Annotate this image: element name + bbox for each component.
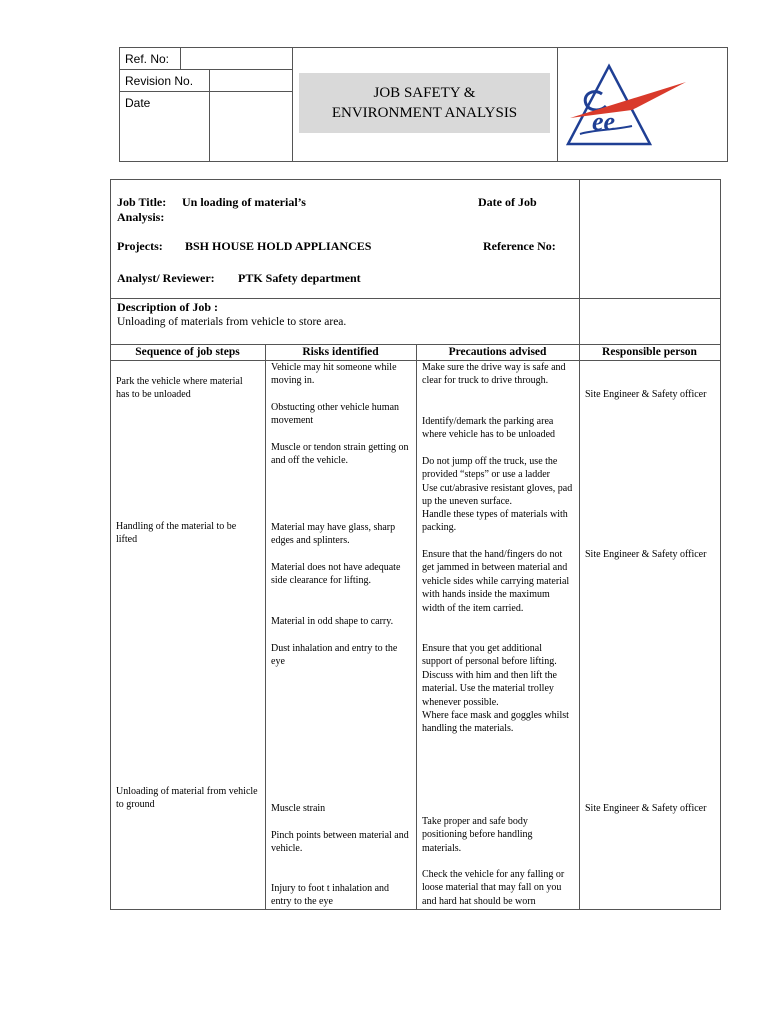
responsible-2: Site Engineer & Safety officer xyxy=(585,549,707,560)
risk-4: Material may have glass, sharp edges and splinters. xyxy=(271,522,396,547)
precaution-5: Handle these types of materials with packing. xyxy=(422,509,568,534)
reference-no-label: Reference No: xyxy=(483,239,556,253)
svg-text:ee: ee xyxy=(592,107,616,136)
analysis-label: Analysis: xyxy=(117,210,165,224)
precaution-6: Ensure that the hand/fingers do not get jammed in between material and vehicle sides while carrying material with hands inside the maximum width of the item carried. xyxy=(422,549,570,614)
step-3: Unloading of material from vehicle to ground xyxy=(116,786,258,811)
ref-no-label: Ref. No: xyxy=(125,52,170,66)
precaution-2: Identify/demark the parking area where vehicle has to be unloaded xyxy=(422,416,556,441)
precaution-3: Do not jump off the truck, use the provided “steps” or use a ladder xyxy=(422,456,558,481)
step-2: Handling of the material to be lifted xyxy=(116,521,237,546)
precaution-1: Make sure the drive way is safe and clear for truck to drive through. xyxy=(422,362,566,387)
description-label: Description of Job : xyxy=(117,300,218,314)
header-sequence: Sequence of job steps xyxy=(135,346,240,358)
company-logo-icon xyxy=(562,60,692,152)
precaution-8: Where face mask and goggles whilst handling the materials. xyxy=(422,710,569,735)
precaution-7: Ensure that you get additional support of personal before lifting. Discuss with him and then lift the material. Use the material trolley whenever possible. xyxy=(422,643,557,708)
projects-label: Projects: xyxy=(117,239,163,253)
responsible-3: Site Engineer & Safety officer xyxy=(585,803,707,814)
responsible-1: Site Engineer & Safety officer xyxy=(585,389,707,400)
risk-6: Material in odd shape to carry. xyxy=(271,616,394,627)
risk-8: Muscle strain xyxy=(271,803,326,814)
job-title-value: Un loading of material’s xyxy=(182,195,306,209)
precaution-4: Use cut/abrasive resistant gloves, pad up the uneven surface. xyxy=(422,483,573,508)
analyst-value: PTK Safety department xyxy=(238,271,361,285)
header-responsible: Responsible person xyxy=(602,346,697,358)
risk-2: Obstucting other vehicle human movement xyxy=(271,402,400,427)
document-title xyxy=(299,73,550,133)
risk-1: Vehicle may hit someone while moving in. xyxy=(271,362,397,387)
risk-5: Material does not have adequate side clearance for lifting. xyxy=(271,562,401,587)
step-1: Park the vehicle where material has to be unloaded xyxy=(116,376,243,401)
analyst-label: Analyst/ Reviewer: xyxy=(117,271,215,285)
description-value: Unloading of materials from vehicle to store area. xyxy=(117,316,347,328)
risk-9: Pinch points between material and vehicle. xyxy=(271,830,409,855)
title-line-1: JOB SAFETY & xyxy=(373,85,476,101)
date-label: Date xyxy=(125,96,151,110)
date-of-job-label: Date of Job xyxy=(478,195,537,209)
header-risks: Risks identified xyxy=(302,346,379,358)
title-line-2: ENVIRONMENT ANALYSIS xyxy=(331,105,518,121)
risk-3: Muscle or tendon strain getting on and off the vehicle. xyxy=(271,442,409,467)
risk-7: Dust inhalation and entry to the eye xyxy=(271,643,398,668)
header-precautions: Precautions advised xyxy=(448,346,547,358)
precaution-9: Take proper and safe body positioning before handling materials. xyxy=(422,816,533,854)
projects-value: BSH HOUSE HOLD APPLIANCES xyxy=(185,239,372,253)
revision-no-label: Revision No. xyxy=(125,74,194,88)
risk-10: Injury to foot t inhalation and entry to the eye xyxy=(271,883,390,908)
precaution-10: Check the vehicle for any falling or loose material that may fall on you and hard hat should be worn xyxy=(422,869,565,907)
job-title-label: Job Title: xyxy=(117,195,167,209)
